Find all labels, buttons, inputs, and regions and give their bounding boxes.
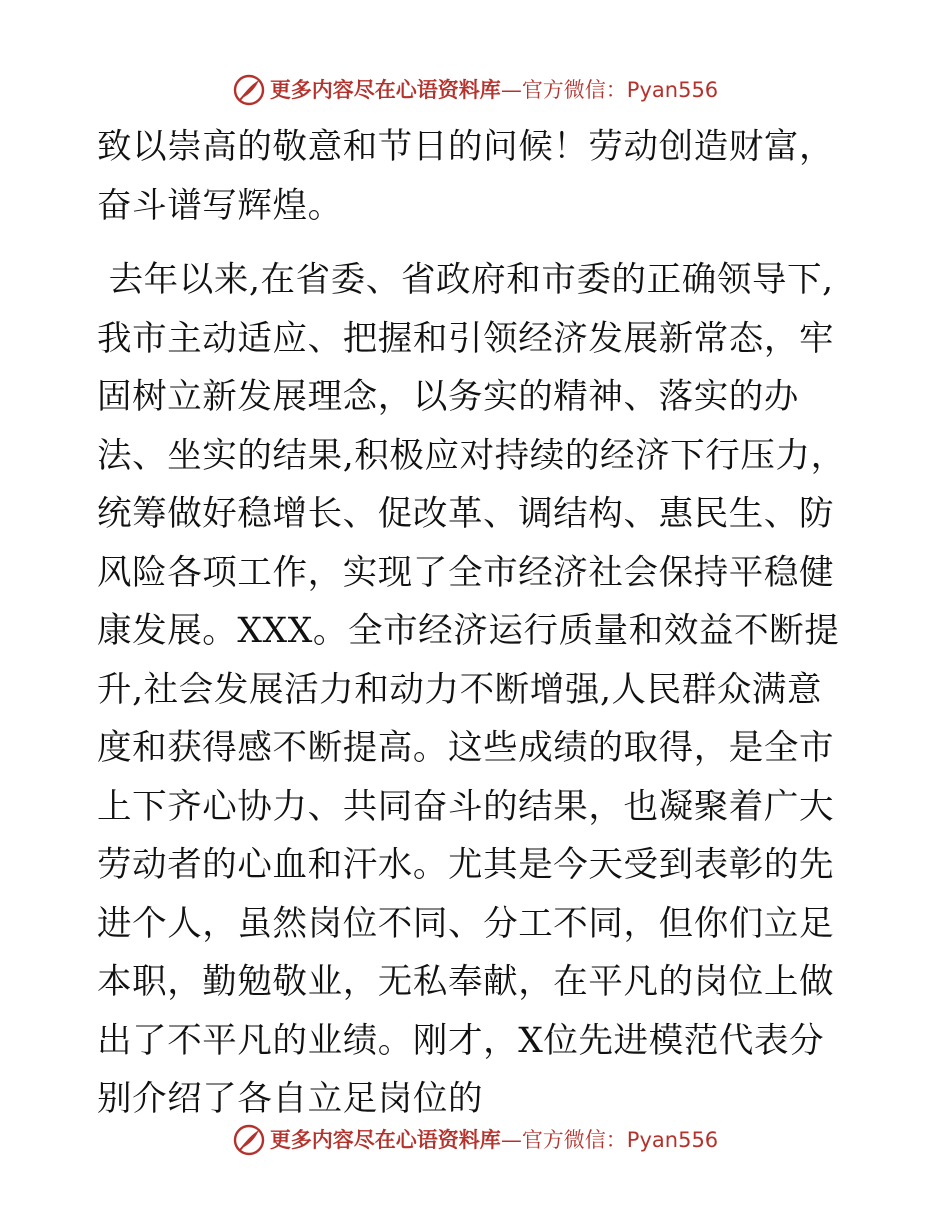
header-banner (0, 70, 950, 110)
banner-subtitle: 官方微信：Pyan556 (521, 78, 719, 102)
paragraph-1: 致以崇高的敬意和节日的问候！劳动创造财富，奋斗谱写辉煌。 (97, 127, 835, 226)
footer-banner (0, 1120, 950, 1160)
banner-title: 更多内容尽在心语资料库 (269, 77, 501, 102)
document-body (97, 118, 857, 1129)
paragraph-2: 去年以来,在省委、省政府和市委的正确领导下,我市主动适应、把握和引领经济发展新常态，牢固树立新发展理念，以务实的精神、落实的办法、坐实的结果,积极应对持续的经济下行压力，统筹做好稳增长、促改革、调结构、惠民生、防风险各项工作，实现了全市经济社会保持平稳健康发展。XXX。全市经济运行质量和效益不断提升,社会发展活力和动力不断增强,人民群众满意度和获得感不断提高。这些成绩的取得，是全市上下齐心协力、共同奋斗的结果，也凝聚着广大劳动者的心血和汗水。尤其是今天受到表彰的先进个人，虽然岗位不同、分工不同，但你们立足本职，勤勉敬业，无私奉献，在平凡的岗位上做出了不平凡的业绩。刚才，X位先进模范代表分别介绍了各自立足岗位的 (97, 260, 846, 1119)
footer-banner-title: 更多内容尽在心语资料库 (269, 1127, 501, 1152)
banner-separator: — (500, 78, 522, 102)
footer-banner-separator: — (500, 1128, 522, 1152)
feather-pen-circle-icon (232, 73, 266, 107)
feather-pen-circle-icon (232, 1123, 266, 1157)
footer-banner-subtitle: 官方微信：Pyan556 (521, 1128, 719, 1152)
